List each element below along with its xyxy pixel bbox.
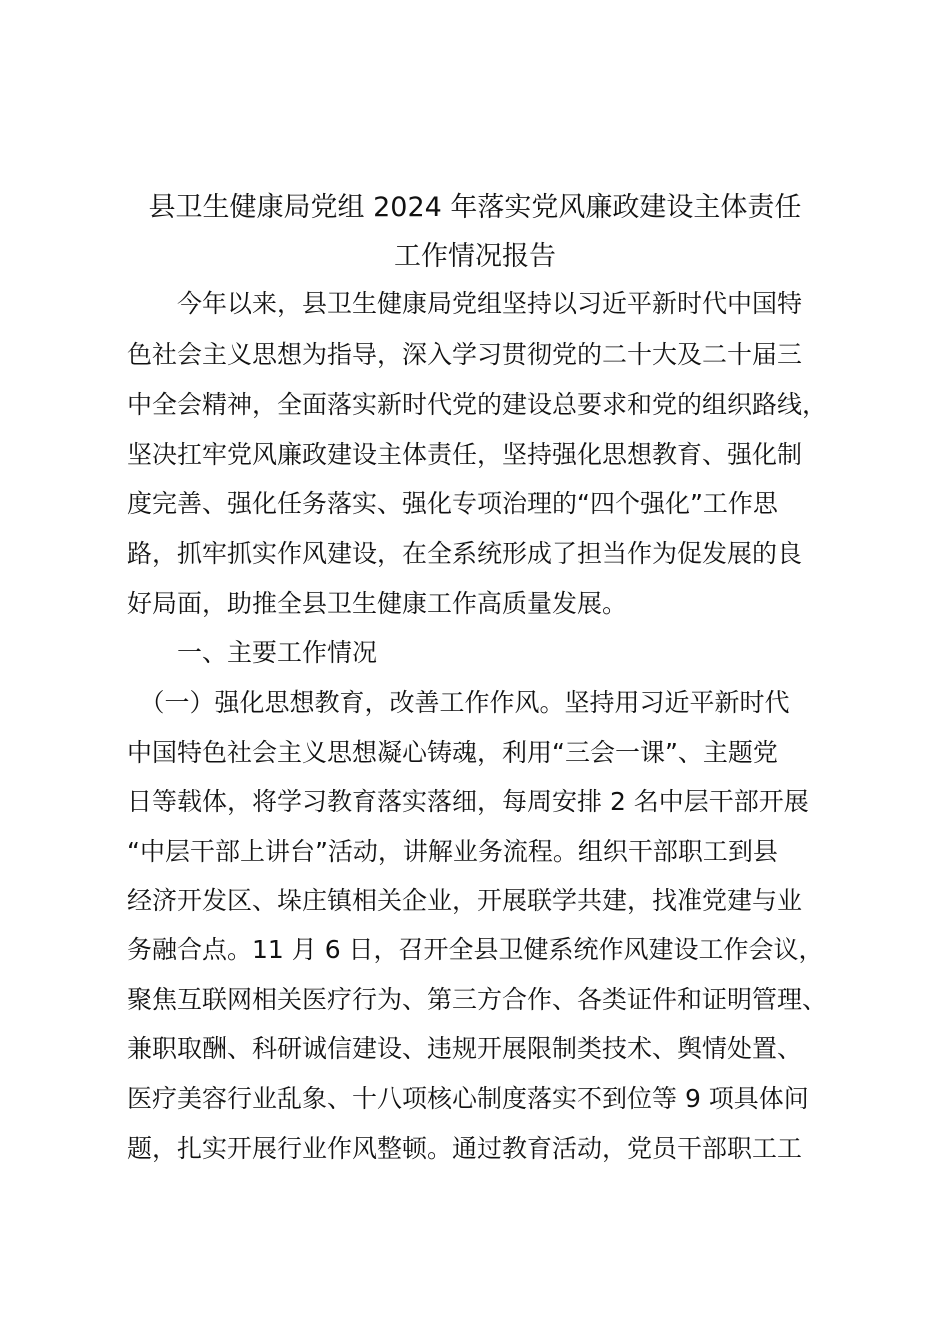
body-line-5: 度完善、强化任务落实、强化专项治理的“四个强化”工作思 bbox=[127, 489, 778, 518]
section-heading: 一、主要工作情况 bbox=[127, 638, 378, 667]
body-line-12: “中层干部上讲台”活动，讲解业务流程。组织干部职工到县 bbox=[127, 837, 778, 866]
document-title-line-2: 工作情况报告 bbox=[394, 241, 556, 272]
body-line-4: 坚决扛牢党风廉政建设主体责任，坚持强化思想教育、强化制 bbox=[127, 440, 803, 469]
body-line-6: 路，抓牢抓实作风建设，在全系统形成了担当作为促发展的良 bbox=[127, 539, 803, 568]
body-line-7: 好局面，助推全县卫生健康工作高质量发展。 bbox=[127, 589, 628, 618]
body-line-2: 色社会主义思想为指导，深入学习贯彻党的二十大及二十届三 bbox=[127, 340, 803, 369]
document-title-line-1: 县卫生健康局党组 2024 年落实党风廉政建设主体责任 bbox=[148, 192, 802, 223]
body-line-11: 日等载体，将学习教育落实落细，每周安排 2 名中层干部开展 bbox=[127, 787, 809, 816]
body-line-3: 中全会精神，全面落实新时代党的建设总要求和党的组织路线， bbox=[127, 390, 828, 419]
body-line-17: 医疗美容行业乱象、十八项核心制度落实不到位等 9 项具体问 bbox=[127, 1084, 809, 1113]
body-line-13: 经济开发区、垛庄镇相关企业，开展联学共建，找准党建与业 bbox=[127, 886, 803, 915]
body-line-14: 务融合点。11 月 6 日，召开全县卫健系统作风建设工作会议， bbox=[127, 935, 824, 964]
body-line-10: 中国特色社会主义思想凝心铸魂，利用“三会一课”、主题党 bbox=[127, 738, 778, 767]
body-line-1: 今年以来，县卫生健康局党组坚持以习近平新时代中国特 bbox=[127, 289, 803, 318]
body-line-18: 题，扎实开展行业作风整顿。通过教育活动，党员干部职工工 bbox=[127, 1134, 803, 1163]
body-line-15: 聚焦互联网相关医疗行为、第三方合作、各类证件和证明管理、 bbox=[127, 985, 828, 1014]
body-line-9: （一）强化思想教育，改善工作作风。坚持用习近平新时代 bbox=[127, 688, 790, 717]
body-line-16: 兼职取酬、科研诚信建设、违规开展限制类技术、舆情处置、 bbox=[127, 1034, 803, 1063]
